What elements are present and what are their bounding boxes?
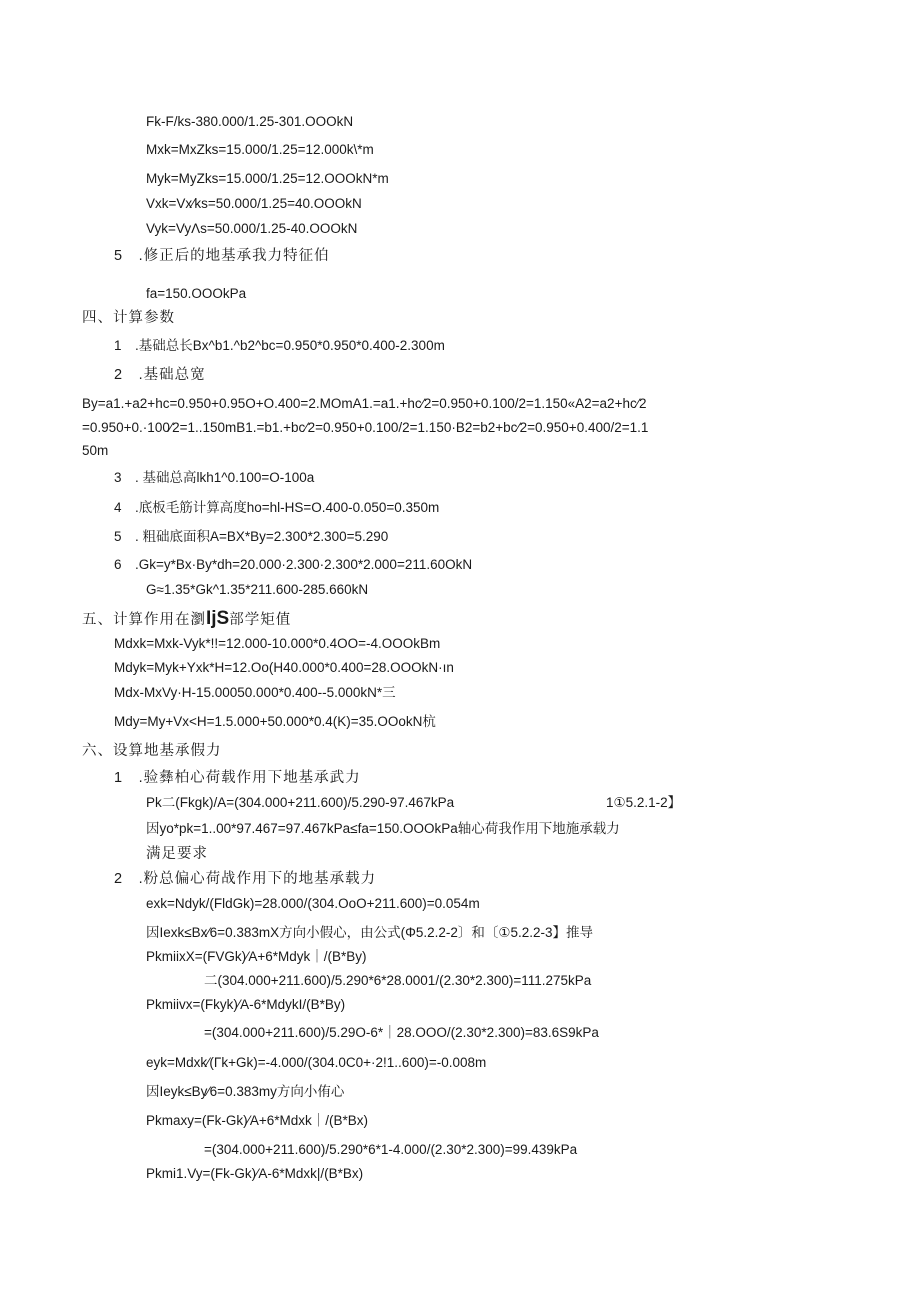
line-pkmax-y: Pkmaxy=(Fk-Gk)⁄A+6*Mdxk｜/(B*Bx): [146, 1113, 369, 1128]
line-mdy: Mdy=My+Vx<H=1.5.000+50.000*0.4(K)=35.OOokN杭: [114, 714, 436, 729]
line-eyk-check: 因Ieyk≤By⁄6=0.383my方向小侑心: [146, 1084, 345, 1099]
line-mdyk: Mdyk=Myk+Yxk*H=12.Oo(H40.000*0.400=28.OOOkN·ın: [114, 660, 454, 675]
line-myk: Myk=MyZks=15.000/1.25=12.OOOkN*m: [146, 171, 389, 186]
item-6-gk: 6 .Gk=y*Bx·By*dh=20.000·2.300·2.300*2.000=211.60OkN: [114, 557, 473, 572]
line-eyk: eyk=Mdxk⁄(Γk+Gk)=-4.000/(304.0C0+·2!1..600)=-0.008m: [146, 1055, 487, 1070]
line-pkmax-x-value: 二(304.000+211.600)/5.290*6*28.0001/(2.30*2.300)=111.275kPa: [204, 973, 592, 988]
line-pkmax-x: PkmiixX=(FVGk)⁄A+6*Mdyk｜/(B*By): [146, 949, 367, 964]
section-4-heading: 四、计算参数: [82, 310, 175, 326]
section-5-heading-c: 部学矩值: [229, 612, 292, 628]
line-axial-check: 因yo*pk=1..00*97.467=97.467kPa≤fa=150.OOOkPa轴心荷我作用下地施承载力: [146, 821, 620, 836]
item-4-effective-height: 4 .底板毛筋计算高度ho=hl-HS=O.400-0.050=0.350m: [114, 500, 440, 515]
section-6-heading: 六、设算地基承假力: [82, 743, 222, 759]
line-pkmin-x: Pkmiivx=(Fkyk)⁄A-6*MdykI/(B*By): [146, 997, 346, 1012]
line-pkmin-x-value: =(304.000+211.600)/5.29O-6*｜28.OOO/(2.30*2.300)=83.6S9kPa: [204, 1025, 599, 1040]
line-by-3: 50m: [82, 443, 109, 458]
line-mxk: Mxk=MxZks=15.000/1.25=12.000k\*m: [146, 142, 374, 157]
line-pkmin-y: Pkmi1.Vy=(Fk-Gk)⁄A-6*Mdxk|/(B*Bx): [146, 1166, 364, 1181]
line-vxk: Vxk=Vx⁄ks=50.000/1.25=40.OOOkN: [146, 196, 362, 211]
item-1-axial-heading: 1 .验彝柏心荷载作用下地基承武力: [114, 770, 361, 786]
item-5-fa-heading: 5 .修正后的地基承我力特征伯: [114, 248, 330, 264]
line-exk-check: 因Iexk≤Bx⁄6=0.383mX方向小假心，由公式(Φ5.2.2-2〕和〔①5.2.2-3】推导: [146, 925, 594, 940]
section-5-heading-b: IjS: [206, 608, 230, 629]
formula-ref-5212: 1①5.2.1-2】: [606, 795, 682, 810]
line-fa: fa=150.OOOkPa: [146, 286, 247, 301]
line-g: G≈1.35*Gk^1.35*211.600-285.660kN: [146, 582, 369, 597]
line-fk: Fk-F/ks-380.000/1.25-301.OOOkN: [146, 114, 354, 129]
item-2-width: 2 .基础总宽: [114, 367, 206, 383]
line-mdxk: Mdxk=Mxk-Vyk*!!=12.000-10.000*0.4OO=-4.OOOkBm: [114, 636, 441, 651]
item-5-area: 5 . 粗础底面积A=BX*By=2.300*2.300=5.290: [114, 529, 389, 544]
item-3-height: 3 . 基础总高lkh1^0.100=O-100a: [114, 470, 315, 485]
line-by-2: =0.950+0.·100⁄2=1..150mB1.=b1.+bc⁄2=0.950+0.100/2=1.150·B2=b2+bc⁄2=0.950+0.400/2=1.1: [82, 420, 649, 435]
line-mdx: Mdx-MxVy·H-15.00050.000*0.400--5.000kN*三: [114, 685, 396, 700]
line-pkmax-y-value: =(304.000+211.600)/5.290*6*1-4.000/(2.30*2.300)=99.439kPa: [204, 1142, 578, 1157]
line-vyk: Vyk=VyΛs=50.000/1.25-40.OOOkN: [146, 221, 358, 236]
line-pk: Pk二(Fkgk)/A=(304.000+211.600)/5.290-97.467kPa: [146, 795, 455, 810]
section-5-heading-a: 五、计算作用在瀏: [82, 612, 206, 628]
item-1-length: 1 .基础总长Bx^b1.^b2^bc=0.950*0.950*0.400-2.300m: [114, 338, 445, 353]
line-exk: exk=Ndyk/(FldGk)=28.000/(304.OoO+211.600)=0.054m: [146, 896, 480, 911]
section-5-heading: [82, 609, 291, 630]
line-by-1: By=a1.+a2+hc=0.950+0.95O+O.400=2.MOmA1.=a1.+hc⁄2=0.950+0.100/2=1.150«A2=a2+hc⁄2: [82, 396, 647, 411]
item-2-eccentric-heading: 2 .粉总偏心荷战作用下的地基承载力: [114, 871, 377, 887]
line-satisfied: 满足要求: [146, 846, 208, 862]
